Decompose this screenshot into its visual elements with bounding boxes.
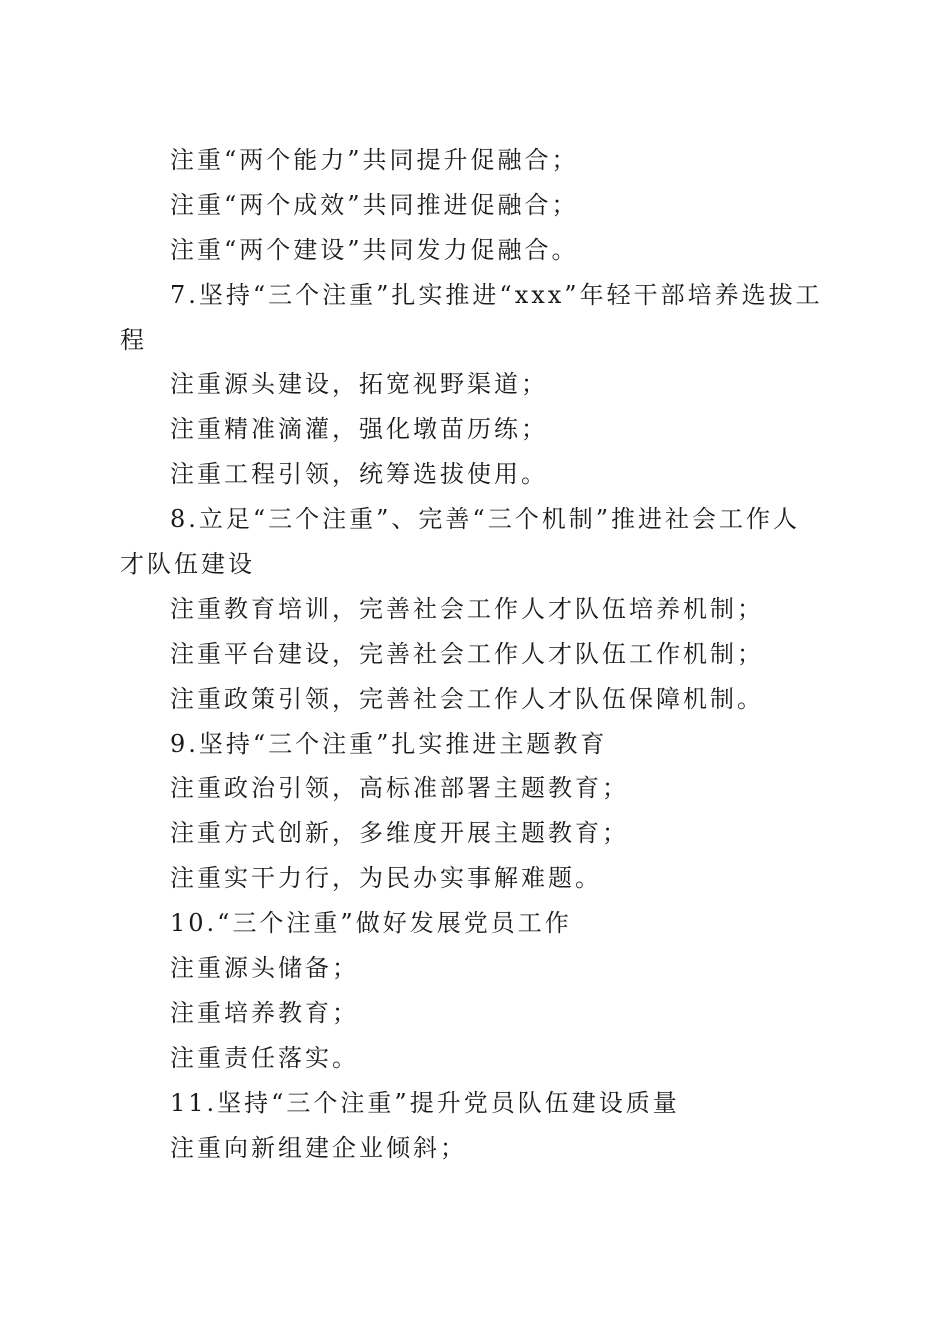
text-line: 注重源头建设，拓宽视野渠道； bbox=[170, 370, 548, 399]
section-heading-9: 9.坚持“三个注重”扎实推进主题教育 bbox=[170, 729, 608, 758]
text-line: 注重工程引领，统筹选拔使用。 bbox=[170, 460, 548, 489]
text-line: 注重平台建设，完善社会工作人才队伍工作机制； bbox=[170, 639, 764, 668]
text-line: 注重政策引领，完善社会工作人才队伍保障机制。 bbox=[170, 684, 764, 713]
section-heading-10: 10.“三个注重”做好发展党员工作 bbox=[170, 909, 572, 938]
text-line: 注重培养教育； bbox=[170, 998, 359, 1027]
section-heading-11: 11.坚持“三个注重”提升党员队伍建设质量 bbox=[170, 1088, 680, 1117]
section-heading-7: 7.坚持“三个注重”扎实推进“xxx”年轻干部培养选拔工 bbox=[170, 280, 823, 309]
section-heading-8-continued: 才队伍建设 bbox=[120, 550, 255, 579]
text-line: 注重实干力行，为民办实事解难题。 bbox=[170, 864, 602, 893]
text-line: 注重“两个能力”共同提升促融合； bbox=[170, 146, 579, 174]
document-body bbox=[120, 138, 830, 1170]
section-heading-7-continued: 程 bbox=[120, 325, 147, 354]
text-line: 注重政治引领，高标准部署主题教育； bbox=[170, 774, 629, 803]
text-line: 注重方式创新，多维度开展主题教育； bbox=[170, 819, 629, 848]
text-line: 注重向新组建企业倾斜； bbox=[170, 1133, 467, 1162]
text-line: 注重责任落实。 bbox=[170, 1043, 359, 1072]
text-line: 注重教育培训，完善社会工作人才队伍培养机制； bbox=[170, 594, 764, 623]
text-line: 注重“两个成效”共同推进促融合； bbox=[170, 190, 579, 219]
section-heading-8: 8.立足“三个注重”、完善“三个机制”推进社会工作人 bbox=[170, 505, 800, 534]
text-line: 注重精准滴灌，强化墩苗历练； bbox=[170, 415, 548, 444]
text-line: 注重“两个建设”共同发力促融合。 bbox=[170, 235, 579, 264]
text-line: 注重源头储备； bbox=[170, 954, 359, 983]
